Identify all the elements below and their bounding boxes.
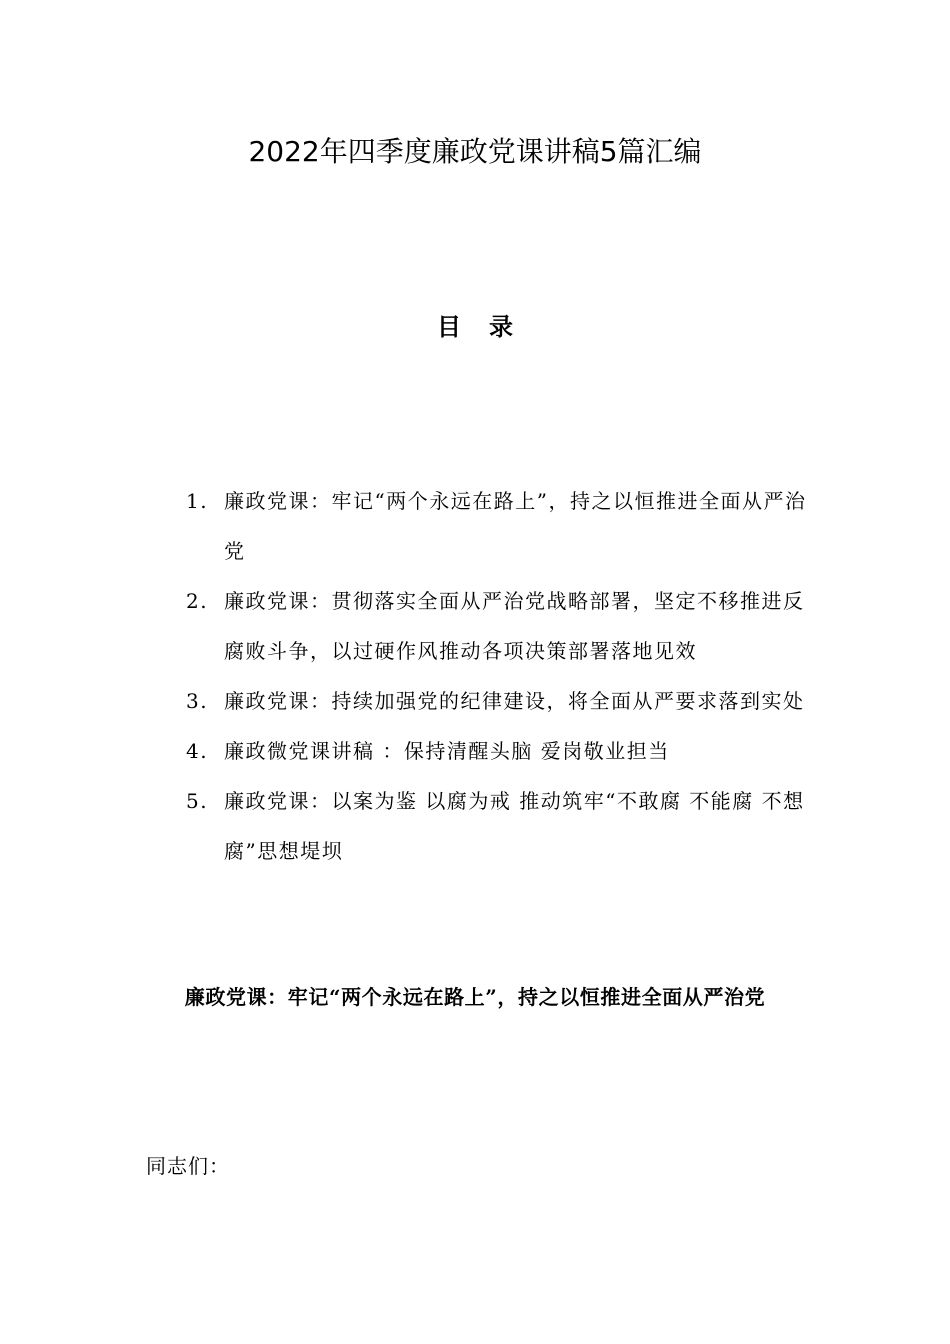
document-title: 2022年四季度廉政党课讲稿5篇汇编 [248, 135, 702, 168]
toc-item-number: 3. [186, 689, 209, 713]
toc-item-number: 4. [186, 739, 209, 763]
toc-item-text: 廉政党课：持续加强党的纪律建设，将全面从严要求落到实处 [224, 689, 805, 713]
table-of-contents [186, 476, 816, 876]
toc-item-number: 5. [186, 789, 209, 813]
toc-item-number: 1. [186, 489, 209, 513]
toc-item-text: 廉政党课：以案为鉴 以腐为戒 推动筑牢“不敢腐 不能腐 不想腐”思想堤坝 [224, 789, 805, 863]
toc-item-1 [186, 476, 816, 576]
toc-item-text: 廉政党课：牢记“两个永远在路上”，持之以恒推进全面从严治党 [224, 489, 807, 563]
toc-item-4 [186, 726, 816, 776]
toc-item-5 [186, 776, 816, 876]
toc-item-text: 廉政党课：贯彻落实全面从严治党战略部署，坚定不移推进反腐败斗争，以过硬作风推动各项决策部署落地见效 [224, 589, 805, 663]
toc-heading: 目录 [437, 312, 541, 341]
toc-item-number: 2. [186, 589, 209, 613]
toc-item-2 [186, 576, 816, 676]
toc-item-text: 廉政微党课讲稿 ：保持清醒头脑 爱岗敬业担当 [224, 739, 670, 763]
section-heading: 廉政党课：牢记“两个永远在路上”，持之以恒推进全面从严治党 [184, 985, 766, 1009]
toc-item-3 [186, 676, 816, 726]
salutation: 同志们： [146, 1154, 230, 1178]
